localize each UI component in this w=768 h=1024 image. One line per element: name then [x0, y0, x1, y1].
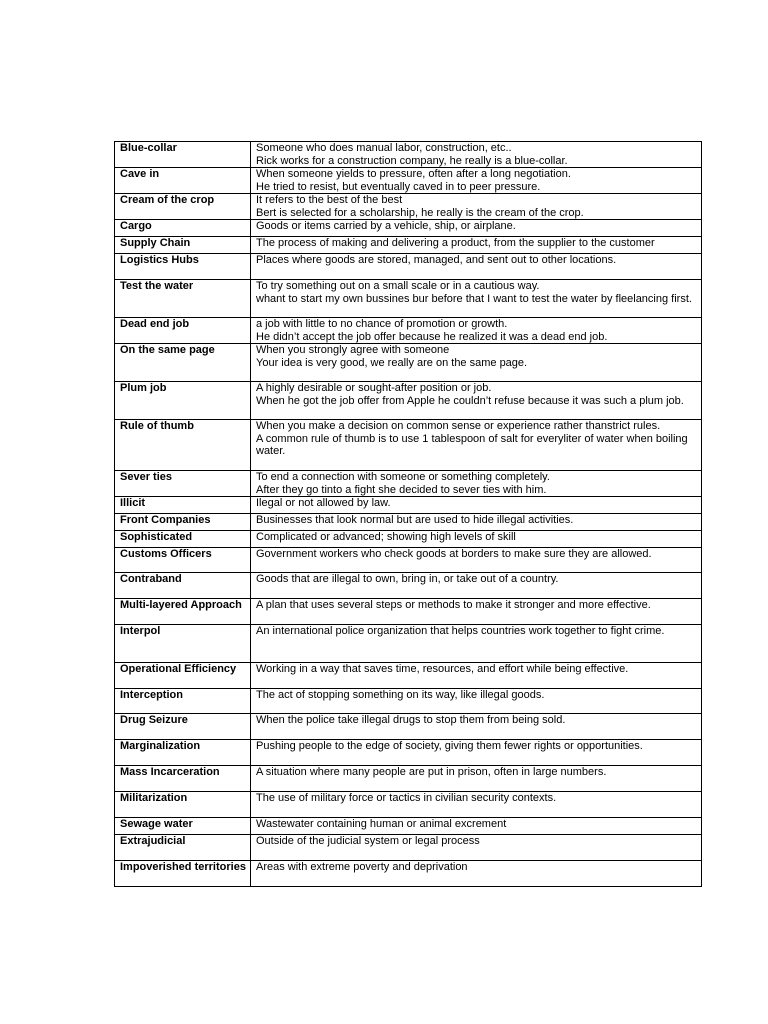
definition-text: Working in a way that saves time, resources, and effort while being effective.	[256, 663, 629, 675]
table-row	[115, 237, 702, 254]
example-sentence: Your idea is very good, we really are on the same page.	[256, 356, 528, 369]
term-cell: Plum job	[115, 382, 251, 420]
definition-text: An international police organization that helps countries work together to fight crime.	[256, 625, 665, 637]
term-cell: Marginalization	[115, 740, 251, 766]
term-cell: Cargo	[115, 220, 251, 237]
table-row	[115, 766, 702, 792]
definition-text: Pushing people to the edge of society, giving them fewer rights or opportunities.	[256, 740, 643, 752]
definition-cell	[251, 497, 702, 514]
vocabulary-table-body	[115, 142, 702, 887]
definition-text: It refers to the best of the best	[256, 194, 403, 206]
table-row	[115, 194, 702, 220]
table-row	[115, 514, 702, 531]
example-sentence: whant to start my own bussines bur before that I want to test the water by fleelancing first.	[256, 292, 692, 305]
term-cell: Impoverished territories	[115, 861, 251, 887]
definition-cell	[251, 625, 702, 663]
table-row	[115, 861, 702, 887]
definition-cell	[251, 168, 702, 194]
definition-cell	[251, 835, 702, 861]
table-row	[115, 142, 702, 168]
example-sentence: Bert is selected for a scholarship, he really is the cream of the crop.	[256, 206, 584, 219]
definition-text: Ilegal or not allowed by law.	[256, 497, 391, 509]
definition-cell	[251, 420, 702, 471]
definition-cell	[251, 740, 702, 766]
definition-text: a job with little to no chance of promotion or growth.	[256, 318, 508, 330]
table-row	[115, 420, 702, 471]
table-row	[115, 689, 702, 714]
term-cell: Sewage water	[115, 818, 251, 835]
definition-text: The use of military force or tactics in civilian security contexts.	[256, 792, 557, 804]
definition-text: Businesses that look normal but are used to hide illegal activities.	[256, 514, 574, 526]
definition-cell	[251, 531, 702, 548]
definition-text: A plan that uses several steps or methods to make it stronger and more effective.	[256, 599, 651, 611]
table-row	[115, 548, 702, 573]
definition-cell	[251, 318, 702, 344]
term-cell: Sophisticated	[115, 531, 251, 548]
term-cell: Drug Seizure	[115, 714, 251, 740]
table-row	[115, 254, 702, 280]
table-row	[115, 471, 702, 497]
term-cell: Multi-layered Approach	[115, 599, 251, 625]
example-sentence: After they go tinto a fight she decided to sever ties with him.	[256, 483, 547, 496]
table-row	[115, 382, 702, 420]
definition-text: A highly desirable or sought-after position or job.	[256, 382, 492, 394]
definition-cell	[251, 142, 702, 168]
definition-text: Someone who does manual labor, construction, etc..	[256, 142, 512, 154]
term-cell: Interpol	[115, 625, 251, 663]
example-sentence: Rick works for a construction company, he really is a blue-collar.	[256, 154, 568, 167]
term-cell: Militarization	[115, 792, 251, 818]
term-cell: Blue-collar	[115, 142, 251, 168]
example-sentence: He tried to resist, but eventually caved in to peer pressure.	[256, 180, 541, 193]
table-row	[115, 280, 702, 318]
definition-text: When you make a decision on common sense or experience rather thanstrict rules.	[256, 420, 661, 432]
definition-text: Outside of the judicial system or legal process	[256, 835, 480, 847]
term-cell: Cream of the crop	[115, 194, 251, 220]
definition-text: Complicated or advanced; showing high levels of skill	[256, 531, 516, 543]
vocabulary-table	[114, 141, 702, 887]
definition-cell	[251, 663, 702, 689]
definition-text: When the police take illegal drugs to stop them from being sold.	[256, 714, 566, 726]
definition-cell	[251, 573, 702, 599]
term-cell: Rule of thumb	[115, 420, 251, 471]
term-cell: Contraband	[115, 573, 251, 599]
term-cell: Test the water	[115, 280, 251, 318]
definition-cell	[251, 792, 702, 818]
definition-text: Places where goods are stored, managed, and sent out to other locations.	[256, 254, 617, 266]
table-row	[115, 573, 702, 599]
definition-cell	[251, 280, 702, 318]
term-cell: Front Companies	[115, 514, 251, 531]
table-row	[115, 599, 702, 625]
table-row	[115, 818, 702, 835]
table-row	[115, 714, 702, 740]
term-cell: Cave in	[115, 168, 251, 194]
definition-cell	[251, 548, 702, 573]
table-row	[115, 497, 702, 514]
table-row	[115, 835, 702, 861]
definition-text: Goods that are illegal to own, bring in, or take out of a country.	[256, 573, 559, 585]
definition-text: To end a connection with someone or something completely.	[256, 471, 550, 483]
term-cell: Supply Chain	[115, 237, 251, 254]
term-cell: Customs Officers	[115, 548, 251, 573]
term-cell: On the same page	[115, 344, 251, 382]
definition-text: When you strongly agree with someone	[256, 344, 450, 356]
definition-cell	[251, 471, 702, 497]
table-row	[115, 344, 702, 382]
definition-text: Wastewater containing human or animal excrement	[256, 818, 507, 830]
definition-text: The process of making and delivering a product, from the supplier to the customer	[256, 237, 655, 249]
term-cell: Extrajudicial	[115, 835, 251, 861]
table-row	[115, 625, 702, 663]
definition-cell	[251, 382, 702, 420]
table-row	[115, 168, 702, 194]
term-cell: Operational Efficiency	[115, 663, 251, 689]
example-sentence: A common rule of thumb is to use 1 tablespoon of salt for everyliter of water when boiling water.	[256, 432, 688, 457]
definition-text: To try something out on a small scale or in a cautious way.	[256, 280, 540, 292]
definition-text: Government workers who check goods at borders to make sure they are allowed.	[256, 548, 652, 560]
definition-cell	[251, 818, 702, 835]
term-cell: Illicit	[115, 497, 251, 514]
term-cell: Dead end job	[115, 318, 251, 344]
example-sentence: When he got the job offer from Apple he couldn’t refuse because it was such a plum job.	[256, 394, 684, 407]
table-row	[115, 740, 702, 766]
definition-cell	[251, 254, 702, 280]
table-row	[115, 792, 702, 818]
table-row	[115, 663, 702, 689]
definition-cell	[251, 194, 702, 220]
definition-cell	[251, 599, 702, 625]
definition-text: Goods or items carried by a vehicle, ship, or airplane.	[256, 220, 516, 232]
definition-cell	[251, 220, 702, 237]
definition-cell	[251, 766, 702, 792]
definition-cell	[251, 714, 702, 740]
definition-cell	[251, 689, 702, 714]
definition-text: When someone yields to pressure, often after a long negotiation.	[256, 168, 571, 180]
term-cell: Sever ties	[115, 471, 251, 497]
definition-cell	[251, 861, 702, 887]
definition-text: A situation where many people are put in prison, often in large numbers.	[256, 766, 607, 778]
example-sentence: He didn’t accept the job offer because he realized it was a dead end job.	[256, 330, 608, 343]
term-cell: Interception	[115, 689, 251, 714]
term-cell: Mass Incarceration	[115, 766, 251, 792]
term-cell: Logistics Hubs	[115, 254, 251, 280]
definition-text: The act of stopping something on its way, like illegal goods.	[256, 689, 545, 701]
definition-cell	[251, 514, 702, 531]
table-row	[115, 220, 702, 237]
definition-cell	[251, 344, 702, 382]
table-row	[115, 318, 702, 344]
table-row	[115, 531, 702, 548]
definition-text: Areas with extreme poverty and deprivation	[256, 861, 468, 873]
definition-cell	[251, 237, 702, 254]
